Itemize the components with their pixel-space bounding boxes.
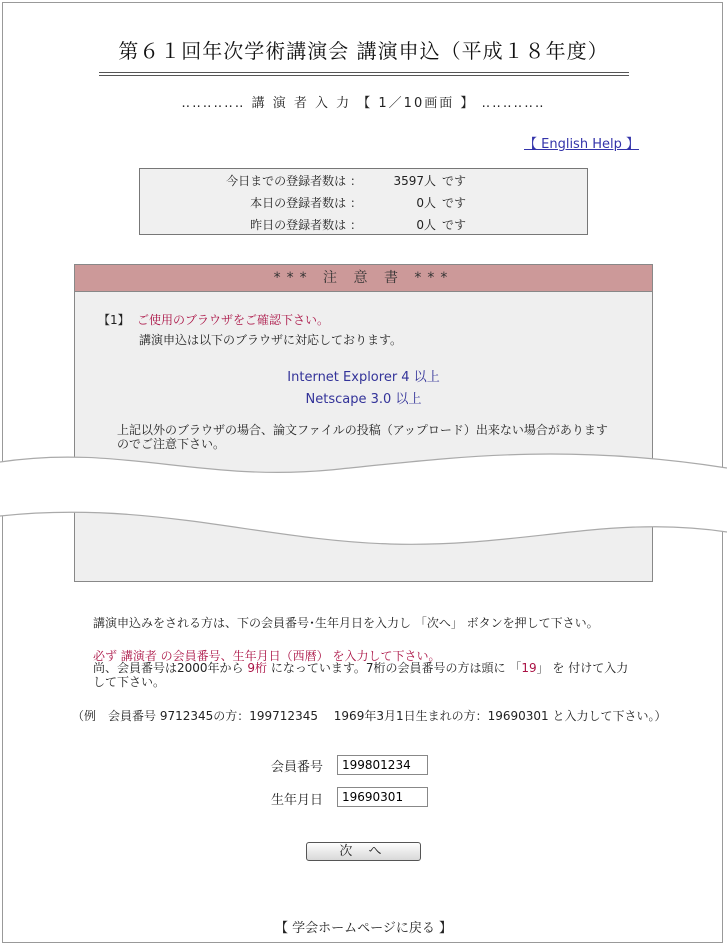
notice-header: *** 注 意 書 *** [75,265,652,292]
stat-count: 3597人 [393,174,436,188]
notice-item-number: 【1】 [98,313,130,327]
notice-item-title: ご使用のブラウザをご確認下さい。 [137,313,330,327]
stat-label: 昨日の登録者数は ： [250,218,362,232]
instruction-member-number [93,661,638,689]
instruction-text: になっています。7桁の会員番号の方は頭に 「 [267,661,522,675]
supported-browser: Internet Explorer 4 以上 [287,370,440,385]
title-divider [99,72,629,73]
next-button[interactable]: 次 へ [306,842,421,861]
instruction-warning: 必ず 講演者 の会員番号、生年月日（西暦） を入力して下さい。 [93,649,441,663]
stat-row-today [140,194,589,214]
highlight-text: 9桁 [247,661,267,675]
instruction-text: 尚、会員番号は2000年から [93,661,248,675]
english-help-link[interactable]: 【 English Help 】 [524,137,639,152]
instruction-text: 講演申込みをされる方は、下の会員番号･生年月日を入力し 「次へ」 ボタンを押して下さい。 [93,616,599,630]
member-number-input[interactable] [337,755,428,775]
registration-stats-box [139,168,588,235]
torn-page-break [0,448,727,556]
supported-browser: Netscape 3.0 以上 [305,392,422,407]
birth-date-label: 生年月日 [271,793,324,808]
stat-unit: です [442,174,467,188]
stat-unit: です [442,196,467,210]
stat-unit: です [442,218,467,232]
birth-date-input[interactable] [337,787,428,807]
stat-label: 今日までの登録者数は ： [226,174,362,188]
title-divider-2 [99,75,629,76]
notice-item-text: 講演申込は以下のブラウザに対応しております。 [139,333,403,347]
instruction-text: 」 を 付けて入力して下さい。 [93,661,629,689]
member-number-label: 会員番号 [271,760,324,775]
highlight-text: 19 [521,661,537,675]
home-page-link[interactable]: 【 学会ホームページに戻る 】 [274,921,452,936]
page-title: 第６１回年次学術講演会 講演申込（平成１８年度） [118,39,609,63]
input-example: （例 会員番号 9712345の方：199712345 1969年3月1日生まれの方：19690301 と入力して下さい。） [72,709,667,723]
stat-count: 0人 [416,196,436,210]
stat-count: 0人 [416,218,436,232]
stat-row-total [140,172,589,192]
stat-row-yesterday [140,216,589,236]
notice-item-note: 上記以外のブラウザの場合、論文ファイルの投稿（アップロード）出来ない場合がありますのでご注意下さい。 [117,423,608,451]
stat-label: 本日の登録者数は ： [250,196,362,210]
step-indicator: ‥‥‥‥‥‥ 講 演 者 入 力 【 1／10画面 】 ‥‥‥‥‥‥ [181,96,546,111]
